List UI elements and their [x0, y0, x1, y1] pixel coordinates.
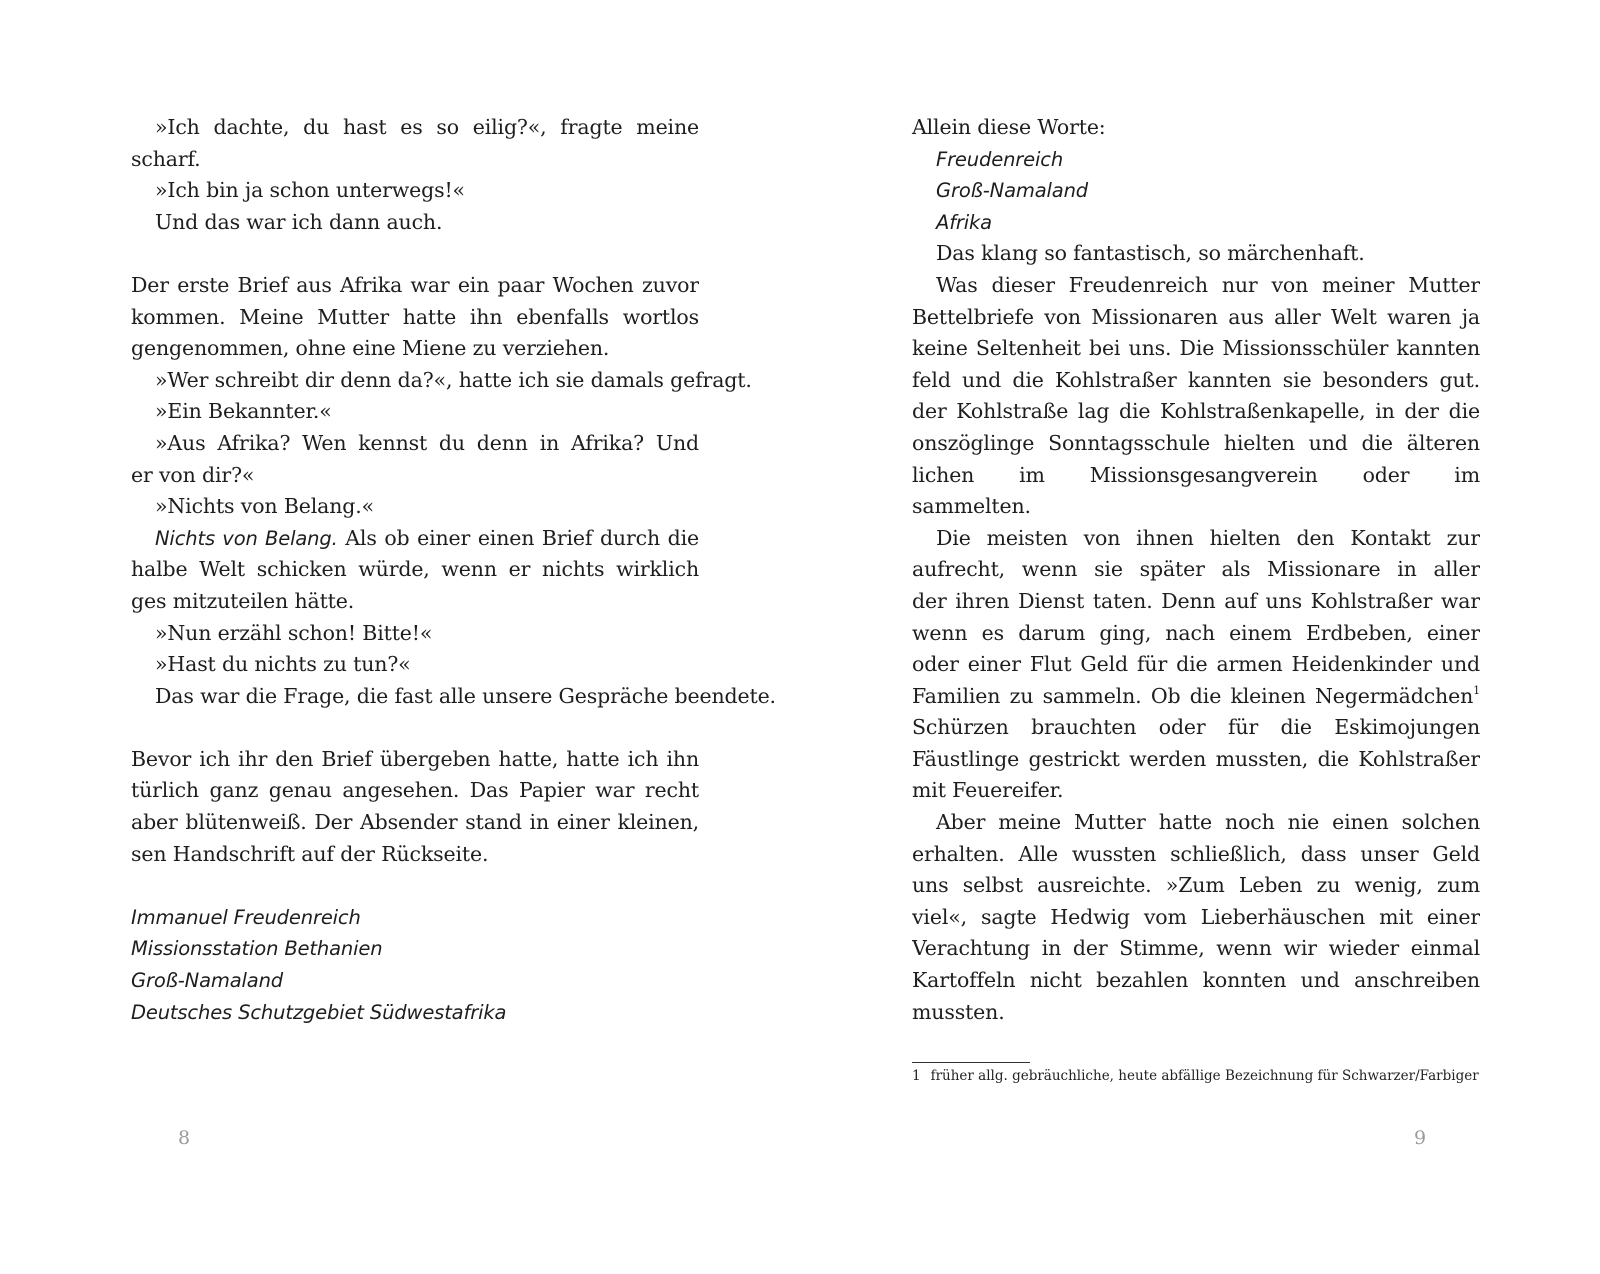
line-text: Freudenreich	[936, 147, 1064, 171]
line-text: onszöglinge Sonntagsschule hielten und die älteren	[912, 430, 1480, 455]
line-text: Schürzen brauchten oder für die Eskimojungen	[912, 715, 1480, 740]
footnote	[912, 1068, 1479, 1084]
line-text: Verachtung in der Stimme, wenn wir wieder einmal	[912, 936, 1480, 961]
line-text: Aber meine Mutter hatte noch nie einen solchen	[936, 810, 1480, 835]
line-text: Das klang so fantastisch, so märchenhaft.	[936, 241, 1365, 266]
text-line	[131, 396, 699, 428]
line-text: Was dieser Freudenreich nur von meiner Mutter	[936, 272, 1480, 297]
text-line	[912, 238, 1480, 270]
text-line	[912, 144, 1480, 176]
line-text: Allein diese Worte:	[912, 115, 1106, 139]
text-line	[131, 302, 699, 334]
blank-line	[131, 238, 699, 270]
line-text: Und das war ich dann auch.	[155, 209, 443, 234]
line-text: türlich ganz genau angesehen. Das Papier war recht	[131, 778, 699, 803]
text-line	[131, 839, 699, 871]
line-text: uns selbst ausreichte. »Zum Leben zu wenig, zum	[912, 873, 1480, 898]
line-text: »Nichts von Belang.«	[155, 494, 374, 519]
text-line	[131, 333, 699, 365]
text-line	[912, 681, 1480, 713]
text-line	[131, 270, 699, 302]
text-line	[131, 554, 699, 586]
left-page	[131, 112, 776, 1028]
footnote-marker: 1	[1473, 683, 1480, 697]
line-text: Familien zu sammeln. Ob die kleinen Negermädchen	[912, 683, 1474, 708]
line-text: Die meisten von ihnen hielten den Kontakt zur	[936, 525, 1480, 550]
text-line	[131, 933, 699, 965]
line-text: »Hast du nichts zu tun?«	[155, 652, 411, 677]
text-line	[131, 365, 752, 397]
text-line	[912, 744, 1480, 776]
text-line	[131, 460, 699, 492]
text-line	[912, 712, 1480, 744]
text-line	[131, 618, 699, 650]
italic-phrase: Nichts von Belang.	[155, 526, 338, 550]
line-text: Missionsstation Bethanien	[131, 937, 383, 961]
text-line	[912, 460, 1480, 492]
line-text: keine Seltenheit bei uns. Die Missionsschüler kannten	[912, 336, 1480, 361]
text-line	[131, 586, 699, 618]
line-text: erhalten. Alle wussten schließlich, dass unser Geld	[912, 841, 1480, 866]
text-line	[912, 965, 1480, 997]
line-text: »Ich dachte, du hast es so eilig?«, fragte meine	[155, 115, 699, 139]
text-line	[912, 618, 1480, 650]
line-text: gengenommen, ohne eine Miene zu verziehen.	[131, 336, 610, 361]
line-text: ges mitzuteilen hätte.	[131, 588, 355, 613]
line-text: sammelten.	[912, 494, 1031, 519]
blank-line	[131, 870, 699, 902]
line-text: Der erste Brief aus Afrika war ein paar Wochen zuvor	[131, 272, 699, 297]
text-line	[912, 933, 1480, 965]
line-text: wenn es darum ging, nach einem Erdbeben, einer	[912, 620, 1480, 645]
text-line	[912, 491, 1480, 523]
line-text: der Kohlstraße lag die Kohlstraßenkapelle, in der die	[912, 399, 1480, 424]
page-number-right: 9	[1414, 1127, 1427, 1149]
line-text: mit Feuereifer.	[912, 778, 1064, 803]
line-text: aber blütenweiß. Der Absender stand in einer kleinen,	[131, 810, 699, 835]
line-text: oder einer Flut Geld für die armen Heidenkinder und	[912, 652, 1480, 677]
text-line	[912, 649, 1480, 681]
line-text: aufrecht, wenn sie später als Missionare in aller	[912, 557, 1480, 582]
text-line	[912, 586, 1480, 618]
text-line	[912, 396, 1480, 428]
line-text: Immanuel Freudenreich	[131, 905, 361, 929]
line-text: kommen. Meine Mutter hatte ihn ebenfalls wortlos	[131, 304, 699, 329]
page-number-left: 8	[178, 1127, 191, 1149]
text-line	[912, 554, 1480, 586]
line-text: »Wer schreibt dir denn da?«, hatte ich sie damals gefragt.	[155, 367, 752, 392]
text-line	[131, 807, 699, 839]
text-line	[131, 175, 699, 207]
line-text: »Aus Afrika? Wen kennst du denn in Afrika? Und	[155, 430, 699, 455]
line-text: Groß-Namaland	[936, 179, 1089, 203]
line-text: Deutsches Schutzgebiet Südwestafrika	[131, 1000, 507, 1024]
line-text: der ihren Dienst taten. Denn auf uns Kohlstraßer war	[912, 588, 1480, 613]
text-line	[912, 365, 1480, 397]
text-line	[912, 207, 1480, 239]
text-line	[912, 870, 1480, 902]
line-text: Groß-Namaland	[131, 969, 284, 993]
line-text: halbe Welt schicken würde, wenn er nichts wirklich	[131, 557, 699, 582]
text-line	[131, 744, 699, 776]
line-text: sen Handschrift auf der Rückseite.	[131, 841, 489, 866]
line-text: Afrika	[936, 210, 992, 234]
text-line	[131, 144, 699, 176]
line-text: Als ob einer einen Brief durch die	[337, 525, 699, 550]
line-text: viel«, sagte Hedwig vom Lieberhäuschen mit einer	[912, 904, 1480, 929]
line-text: lichen im Missionsgesangverein oder im	[912, 462, 1480, 487]
line-text: Das war die Frage, die fast alle unsere Gespräche beendete.	[155, 683, 776, 708]
text-line	[912, 775, 1480, 807]
text-line	[912, 175, 1480, 207]
footnote-rule	[912, 1062, 1030, 1063]
footnote-text: früher allg. gebräuchliche, heute abfällige Bezeichnung für Schwarzer/Farbiger	[930, 1068, 1479, 1084]
line-text: scharf.	[131, 146, 201, 171]
text-line	[912, 270, 1480, 302]
line-text: Fäustlinge gestrickt werden mussten, die Kohlstraßer	[912, 746, 1480, 771]
line-text: feld und die Kohlstraßer kannten sie besonders gut.	[912, 367, 1480, 392]
line-text: »Ich bin ja schon unterwegs!«	[155, 178, 465, 203]
text-line	[131, 428, 699, 460]
footnote-number: 1	[912, 1068, 921, 1084]
text-line	[912, 902, 1480, 934]
line-text: mussten.	[912, 999, 1005, 1024]
text-line	[131, 965, 699, 997]
text-line	[131, 997, 699, 1029]
blank-line	[131, 712, 699, 744]
text-line	[912, 428, 1480, 460]
right-page	[912, 112, 1480, 1028]
text-line	[912, 997, 1480, 1029]
text-line	[912, 807, 1480, 839]
line-text: Bevor ich ihr den Brief übergeben hatte, hatte ich ihn	[131, 746, 699, 771]
line-text: er von dir?«	[131, 462, 255, 487]
text-line	[131, 775, 699, 807]
text-line	[131, 523, 699, 555]
text-line	[912, 523, 1480, 555]
text-line	[131, 902, 699, 934]
text-line	[131, 207, 699, 239]
line-text: Kartoffeln nicht bezahlen konnten und anschreiben	[912, 968, 1480, 993]
text-line	[912, 333, 1480, 365]
text-line	[131, 112, 699, 144]
line-text: Bettelbriefe von Missionaren aus aller Welt waren ja	[912, 304, 1480, 329]
line-text: »Ein Bekannter.«	[155, 399, 332, 424]
text-line	[912, 302, 1480, 334]
text-line	[131, 649, 699, 681]
text-line	[131, 681, 776, 713]
text-line	[131, 491, 699, 523]
text-line	[912, 839, 1480, 871]
line-text: »Nun erzähl schon! Bitte!«	[155, 620, 433, 645]
text-line	[912, 112, 1480, 144]
